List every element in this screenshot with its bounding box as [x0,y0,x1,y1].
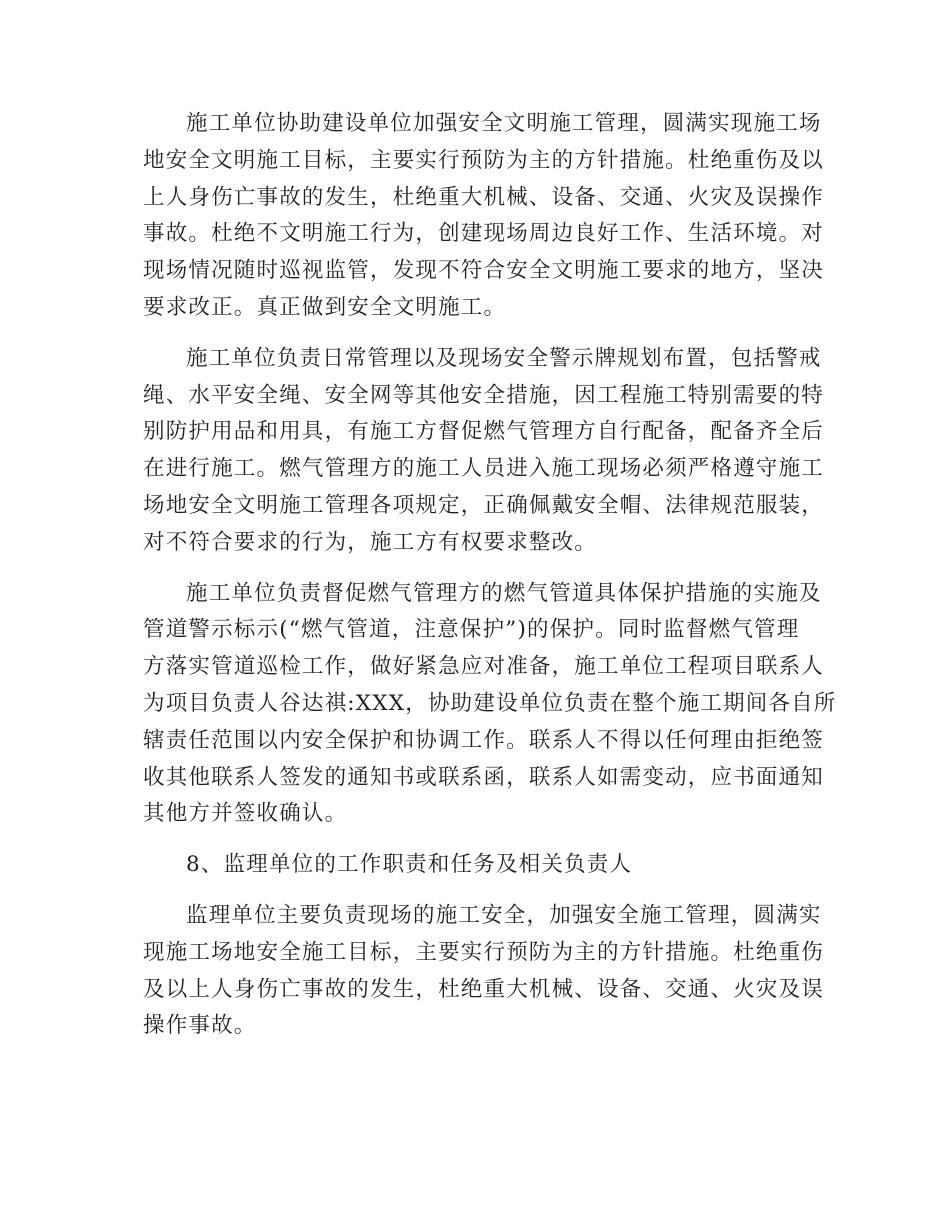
text-line: 施工单位负责督促燃气管理方的燃气管道具体保护措施的实施及 [186,580,822,606]
text-line: 别防护用品和用具，有施工方督促燃气管理方自行配备，配备齐全后 [143,419,825,445]
text-line: 场地安全文明施工管理各项规定，正确佩戴安全帽、法律规范服装， [143,492,825,518]
section-heading-supervision-unit [143,847,795,884]
text-line: 要求改正。真正做到安全文明施工。 [143,294,507,320]
text-line: 辖责任范围以内安全保护和协调工作。联系人不得以任何理由拒绝签 [143,727,825,753]
paragraph-gas-pipeline-protection [143,576,837,834]
text-line: 操作事故。 [143,1013,257,1039]
text-line: 施工单位负责日常管理以及现场安全警示牌规划布置，包括警戒 [186,345,822,371]
text-line: 地安全文明施工目标，主要实行预防为主的方针措施。杜绝重伤及以 [143,147,825,173]
text-line: 方落实管道巡检工作，做好紧急应对准备，施工单位工程项目联系人 [143,654,825,680]
text-line: 现施工场地安全施工目标，主要实行预防为主的方针措施。杜绝重伤 [143,939,825,965]
text-line: 监理单位主要负责现场的施工安全，加强安全施工管理，圆满实 [186,902,822,928]
paragraph-site-safety-management [143,106,825,327]
paragraph-daily-management [143,341,825,562]
text-line: 收其他联系人签发的通知书或联系函，联系人如需变动，应书面通知 [143,764,825,790]
text-line: 对不符合要求的行为，施工方有权要求整改。 [143,529,598,555]
text-line: 管道警示标示(“燃气管道，注意保护”)的保护。同时监督燃气管理 [143,617,800,643]
text-line: 现场情况随时巡视监管，发现不符合安全文明施工要求的地方，坚决 [143,258,825,284]
text-line: 上人身伤亡事故的发生，杜绝重大机械、设备、交通、火灾及误操作 [143,184,825,210]
text-line: 为项目负责人谷达祺:XXX，协助建设单位负责在整个施工期间各自所 [143,690,837,716]
text-line: 绳、水平安全绳、安全网等其他安全措施，因工程施工特别需要的特 [143,382,825,408]
text-line: 施工单位协助建设单位加强安全文明施工管理，圆满实现施工场 [186,111,822,136]
text-line: 8、监理单位的工作职责和任务及相关负责人 [186,852,633,878]
text-line: 其他方并签收确认。 [143,801,348,827]
paragraph-supervision-responsibilities [143,898,825,1045]
text-line: 在进行施工。燃气管理方的施工人员进入施工现场必须严格遵守施工 [143,456,825,482]
text-line: 及以上人身伤亡事故的发生，杜绝重大机械、设备、交通、火灾及误 [143,976,825,1002]
text-line: 事故。杜绝不文明施工行为，创建现场周边良好工作、生活环境。对 [143,221,825,247]
document-body [143,106,837,1059]
